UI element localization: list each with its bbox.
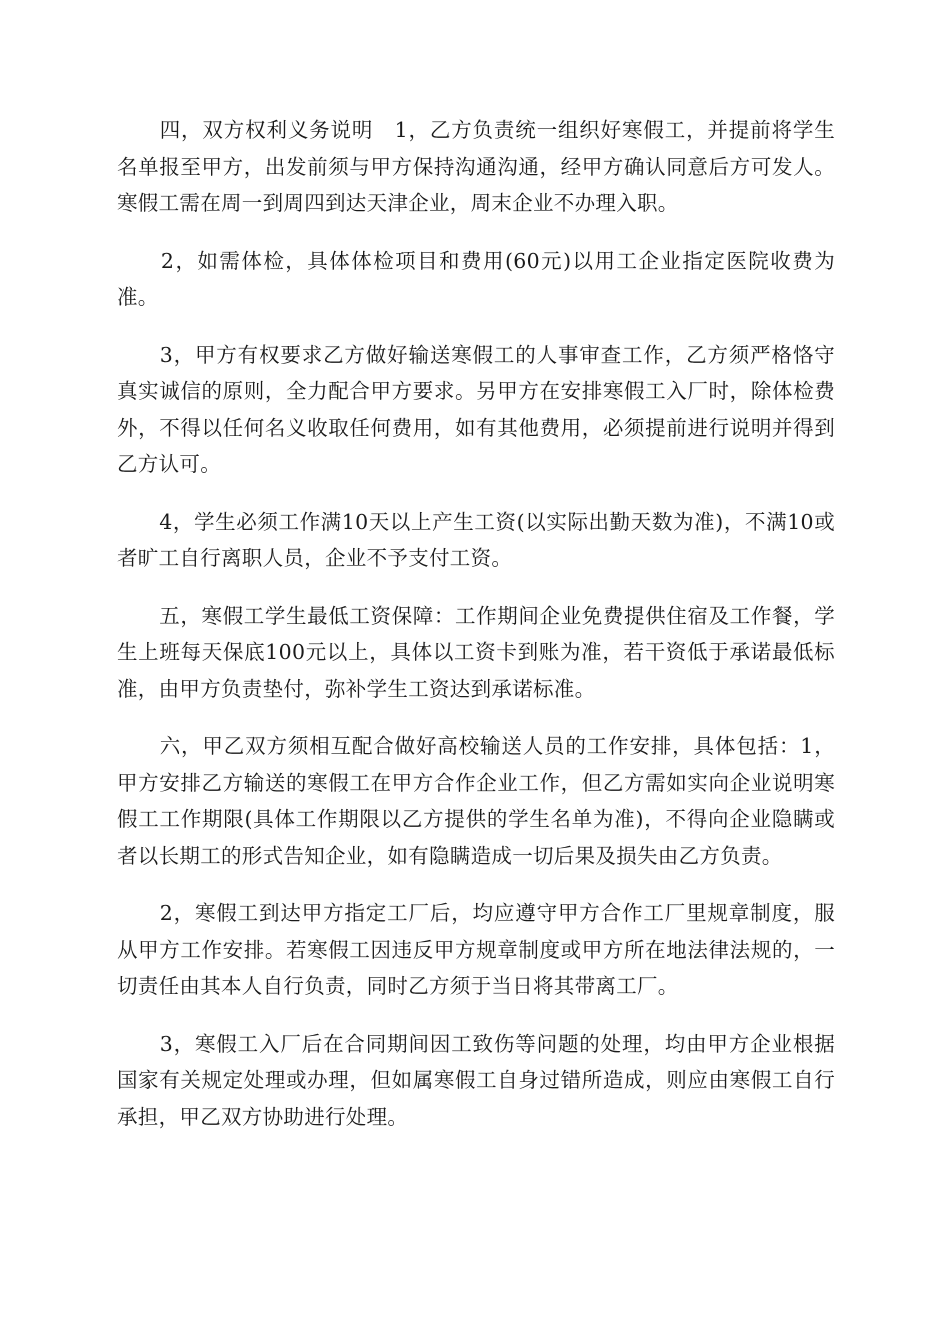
paragraph-factory-rules: 2，寒假工到达甲方指定工厂后，均应遵守甲方合作工厂里规章制度，服从甲方工作安排。若寒假工因违反甲方规章制度或甲方所在地法律法规的，一切责任由其本人自行负责，同时乙方须于当日将其带离工厂。: [117, 901, 835, 998]
paragraph-medical-exam: 2，如需体检，具体体检项目和费用(60元)以用工企业指定医院收费为准。: [117, 248, 835, 309]
paragraph-injury-handling: 3，寒假工入厂后在合同期间因工致伤等问题的处理，均由甲方企业根据国家有关规定处理或办理，但如属寒假工自身过错所造成，则应由寒假工自行承担，甲乙双方协助进行处理。: [117, 1031, 835, 1129]
paragraph-rights-obligations: 四，双方权利义务说明 1，乙方负责统一组织好寒假工，并提前将学生名单报至甲方，出发前须与甲方保持沟通沟通，经甲方确认同意后方可发人。寒假工需在周一到周四到达天津企业，周末企业不办理入职。: [117, 118, 835, 215]
paragraph-minimum-wage: 五，寒假工学生最低工资保障：工作期间企业免费提供住宿及工作餐，学生上班每天保底100元以上，具体以工资卡到账为准，若干资低于承诺最低标准，由甲方负责垫付，弥补学生工资达到承诺标准。: [117, 603, 835, 701]
paragraph-personnel-review: 3，甲方有权要求乙方做好输送寒假工的人事审查工作，乙方须严格恪守真实诚信的原则，全力配合甲方要求。另甲方在安排寒假工入厂时，除体检费外，不得以任何名义收取任何费用，如有其他费用，必须提前进行说明并得到乙方认可。: [117, 342, 835, 476]
paragraph-work-arrangement: 六，甲乙双方须相互配合做好高校输送人员的工作安排，具体包括：1，甲方安排乙方输送的寒假工在甲方合作企业工作，但乙方需如实向企业说明寒假工工作期限(具体工作期限以乙方提供的学生名单为准)，不得向企业隐瞒或者以长期工的形式告知企业，如有隐瞒造成一切后果及损失由乙方负责。: [117, 734, 835, 868]
paragraph-minimum-work-days: 4，学生必须工作满10天以上产生工资(以实际出勤天数为准)，不满10或者旷工自行离职人员，企业不予支付工资。: [117, 509, 835, 570]
document-body: [117, 112, 835, 1156]
